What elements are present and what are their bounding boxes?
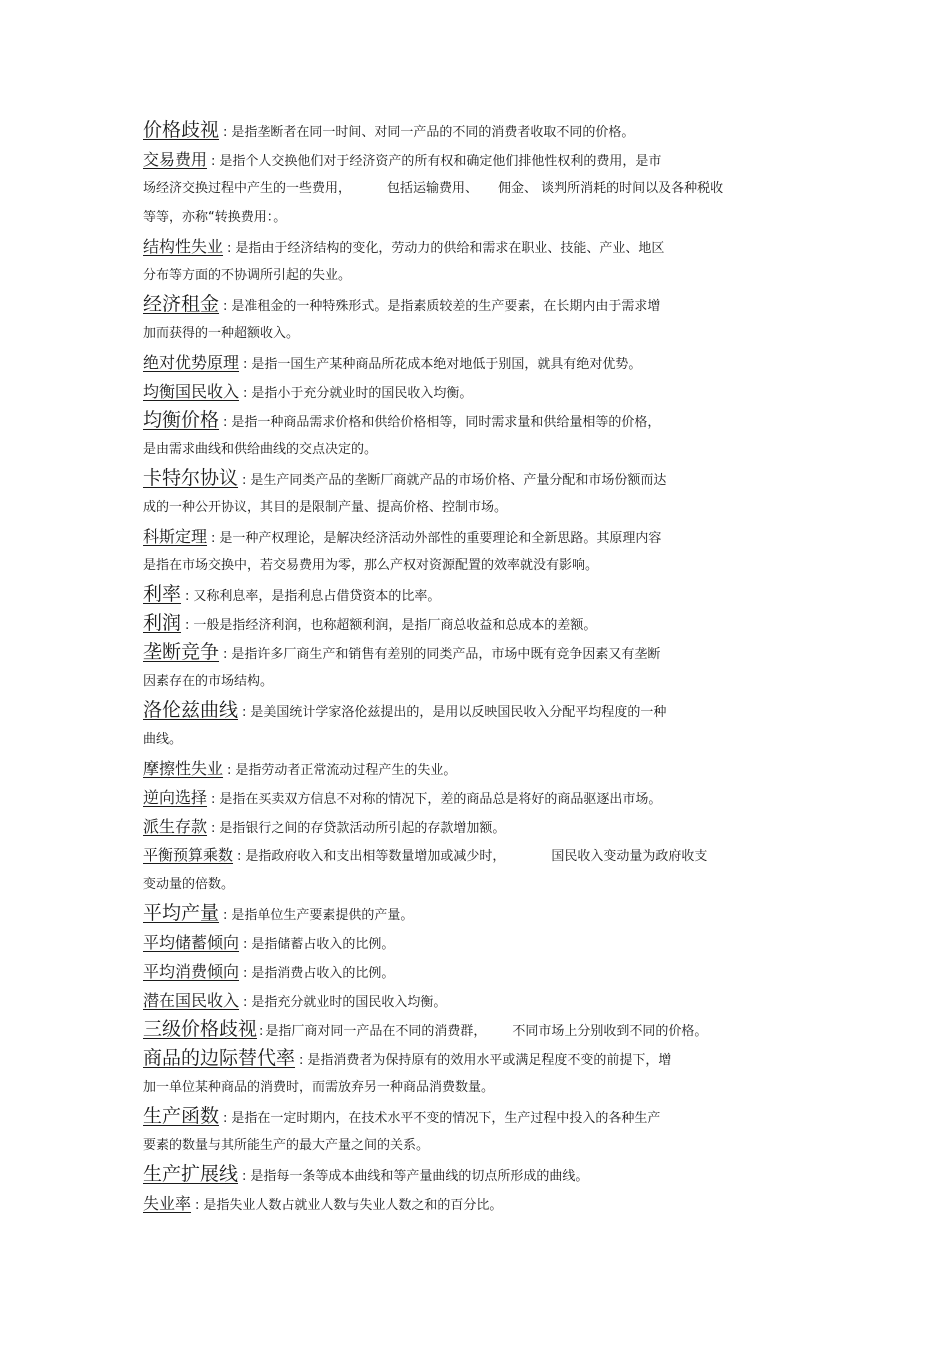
entry-structural-unemployment: 结构性失业 : 是指由于经济结构的变化，劳动力的供给和需求在职业、技能、产业、地区 分布等方面的不协调所引起的失业。: [143, 237, 665, 283]
definition: 是美国统计学家洛伦兹提出的，是用以反映国民收入分配平均程度的一种: [250, 705, 667, 720]
entry-aps: 平均储蓄倾向 : 是指储蓄占收入的比例。: [143, 933, 395, 952]
entry-expansion-path: 生产扩展线 : 是指每一条等成本曲线和等产量曲线的切点所形成的曲线。: [143, 1163, 589, 1185]
definition-cont: 场经济交换过程中产生的一些费用，: [143, 181, 352, 196]
definition: 是指个人交换他们对于经济资产的所有权和确定他们排他性权利的费用，是市: [219, 154, 662, 169]
definition-cont: 不同市场上分别收到不同的价格。: [512, 1024, 708, 1039]
definition: 是指劳动者正常流动过程产生的失业。: [235, 763, 457, 778]
term: 商品的边际替代率: [143, 1047, 296, 1069]
term: 交易费用: [143, 150, 208, 169]
definition: 是指失业人数占就业人数与失业人数之和的百分比。: [203, 1198, 503, 1213]
entry-derivative-deposit: 派生存款 : 是指银行之间的存贷款活动所引起的存款增加额。: [143, 817, 506, 836]
term: 派生存款: [143, 817, 208, 836]
term: 平衡预算乘数: [143, 846, 234, 864]
entry-economic-rent: 经济租金 : 是准租金的一种特殊形式。是指素质较差的生产要素，在长期内由于需求增 加而获得的一种超额收入。: [143, 293, 661, 341]
term: 卡特尔协议: [143, 467, 239, 489]
entry-equilibrium-price: 均衡价格 : 是指一种商品需求价格和供给价格相等，同时需求量和供给量相等的价格， 是由需求曲线和供给曲线的交点决定的。: [143, 409, 661, 457]
entry-interest-rate: 利率 : 又称利息率，是指利息占借贷资本的比率。: [143, 583, 441, 605]
entry-lorenz-curve: 洛伦兹曲线 : 是美国统计学家洛伦兹提出的，是用以反映国民收入分配平均程度的一种 曲线。: [143, 699, 667, 747]
entry-transaction-cost: 交易费用 : 是指个人交换他们对于经济资产的所有权和确定他们排他性权利的费用，是市 场经济交换过程中产生的一些费用， 包括运输费用、 佣金、 谈判所消耗的时间以及各种税收 等等，亦称“转换费用：。: [143, 150, 724, 225]
term: 平均产量: [143, 902, 220, 924]
term: 摩擦性失业: [143, 759, 224, 778]
definition: 是指单位生产要素提供的产量。: [231, 908, 414, 923]
entry-mrs: 商品的边际替代率 : 是指消费者为保持原有的效用水平或满足程度不变的前提下，增 加一单位某种商品的消费时，而需放弃另一种商品消费数量。: [143, 1047, 672, 1095]
term: 平均储蓄倾向: [143, 933, 240, 952]
definition: 是指政府收入和支出相等数量增加或减少时，: [245, 849, 506, 864]
definition: 又称利息率，是指利息占借贷资本的比率。: [193, 589, 441, 604]
entry-apc: 平均消费倾向 : 是指消费占收入的比例。: [143, 962, 395, 981]
definition: 是指在买卖双方信息不对称的情况下，差的商品总是将好的商品驱逐出市场。: [219, 792, 662, 807]
definition-cont: 等等，亦称“转换费用：。: [143, 210, 287, 225]
definition: 是指消费者为保持原有的效用水平或满足程度不变的前提下，增: [307, 1053, 672, 1068]
term: 结构性失业: [143, 237, 224, 256]
term: 生产扩展线: [143, 1163, 239, 1185]
entry-absolute-advantage: 绝对优势原理 : 是指一国生产某种商品所花成本绝对地低于别国，就具有绝对优势。: [143, 353, 642, 372]
definition-cont: 变动量的倍数。: [143, 877, 235, 892]
term: 垄断竞争: [143, 641, 220, 663]
term: 科斯定理: [143, 527, 208, 546]
term: 三级价格歧视: [143, 1018, 258, 1040]
definition: 是指一国生产某种商品所花成本绝对地低于别国，就具有绝对优势。: [251, 357, 642, 372]
definition: 是指由于经济结构的变化，劳动力的供给和需求在职业、技能、产业、地区: [235, 241, 665, 256]
entry-monopolistic-competition: 垄断竞争 : 是指许多厂商生产和销售有差别的同类产品，市场中既有竞争因素又有垄断 因素存在的市场结构。: [143, 641, 661, 689]
term: 失业率: [143, 1194, 192, 1213]
definition: 是指充分就业时的国民收入均衡。: [251, 995, 447, 1010]
term: 均衡价格: [143, 409, 220, 431]
term: 均衡国民收入: [143, 382, 240, 401]
definition: 是指一种商品需求价格和供给价格相等，同时需求量和供给量相等的价格，: [231, 415, 661, 430]
definition: 是指储蓄占收入的比例。: [251, 937, 395, 952]
term: 潜在国民收入: [143, 991, 240, 1010]
entry-equilibrium-income: 均衡国民收入 : 是指小于充分就业时的国民收入均衡。: [143, 382, 473, 401]
definition-cont: 因素存在的市场结构。: [143, 674, 274, 689]
definition-cont: 国民收入变动量为政府收支: [551, 849, 708, 864]
entry-potential-income: 潜在国民收入 : 是指充分就业时的国民收入均衡。: [143, 991, 447, 1010]
definition-cont: 要素的数量与其所能生产的最大产量之间的关系。: [143, 1138, 430, 1153]
term: 经济租金: [143, 293, 220, 315]
entry-cartel: 卡特尔协议 : 是生产同类产品的垄断厂商就产品的市场价格、产量分配和市场份额而达 成的一种公开协议，其目的是限制产量、提高价格、控制市场。: [143, 467, 667, 515]
entry-profit: 利润 : 一般是指经济利润，也称超额利润，是指厂商总收益和总成本的差额。: [143, 612, 597, 634]
definition-cont: 加一单位某种商品的消费时，而需放弃另一种商品消费数量。: [143, 1080, 495, 1095]
definition: 是指垄断者在同一时间、对同一产品的不同的消费者收取不同的价格。: [231, 125, 635, 140]
definition: 是生产同类产品的垄断厂商就产品的市场价格、产量分配和市场份额而达: [250, 473, 667, 488]
entry-price-discrimination: 价格歧视 : 是指垄断者在同一时间、对同一产品的不同的消费者收取不同的价格。: [143, 119, 635, 141]
term: 平均消费倾向: [143, 962, 240, 981]
definition: 是指每一条等成本曲线和等产量曲线的切点所形成的曲线。: [250, 1169, 589, 1184]
definition-cont: 是指在市场交换中，若交易费用为零，那么产权对资源配置的效率就没有影响。: [143, 558, 599, 573]
entry-average-product: 平均产量 : 是指单位生产要素提供的产量。: [143, 902, 414, 924]
term: 价格歧视: [143, 119, 220, 141]
definition: 是准租金的一种特殊形式。是指素质较差的生产要素，在长期内由于需求增: [231, 299, 661, 314]
term: 绝对优势原理: [143, 353, 240, 372]
definition-cont: 佣金、 谈判所消耗的时间以及各种税收: [498, 181, 724, 196]
definition: 是指厂商对同一产品在不同的消费群，: [265, 1024, 487, 1039]
definition: 是指银行之间的存贷款活动所引起的存款增加额。: [219, 821, 506, 836]
document-body: [143, 116, 793, 1218]
term: 逆向选择: [143, 788, 208, 807]
entry-production-function: 生产函数 : 是指在一定时期内，在技术水平不变的情况下，生产过程中投入的各种生产 要素的数量与其所能生产的最大产量之间的关系。: [143, 1105, 661, 1153]
entry-third-degree-discrimination: 三级价格歧视 : 是指厂商对同一产品在不同的消费群， 不同市场上分别收到不同的价格。: [143, 1018, 708, 1040]
definition: 是指许多厂商生产和销售有差别的同类产品，市场中既有竞争因素又有垄断: [231, 647, 661, 662]
definition-cont: 是由需求曲线和供给曲线的交点决定的。: [143, 442, 378, 457]
entry-balanced-budget-multiplier: 平衡预算乘数 : 是指政府收入和支出相等数量增加或减少时， 国民收入变动量为政府收支 变动量的倍数。: [143, 846, 708, 892]
definition-cont: 成的一种公开协议，其目的是限制产量、提高价格、控制市场。: [143, 500, 508, 515]
definition: 是指在一定时期内，在技术水平不变的情况下，生产过程中投入的各种生产: [231, 1111, 661, 1126]
term: 洛伦兹曲线: [143, 699, 239, 721]
entry-adverse-selection: 逆向选择 : 是指在买卖双方信息不对称的情况下，差的商品总是将好的商品驱逐出市场。: [143, 788, 662, 807]
term: 利润: [143, 612, 182, 634]
definition-cont: 分布等方面的不协调所引起的失业。: [143, 268, 352, 283]
definition-cont: 曲线。: [143, 732, 183, 747]
definition-cont: 加而获得的一种超额收入。: [143, 326, 300, 341]
entry-coase-theorem: 科斯定理 : 是一种产权理论，是解决经济活动外部性的重要理论和全新思路。其原理内容 是指在市场交换中，若交易费用为零，那么产权对资源配置的效率就没有影响。: [143, 527, 662, 573]
entry-unemployment-rate: 失业率 : 是指失业人数占就业人数与失业人数之和的百分比。: [143, 1194, 503, 1213]
term: 利率: [143, 583, 182, 605]
definition-cont: 包括运输费用、: [387, 181, 479, 196]
entry-frictional-unemployment: 摩擦性失业 : 是指劳动者正常流动过程产生的失业。: [143, 759, 457, 778]
term: 生产函数: [143, 1105, 220, 1127]
definition: 是一种产权理论，是解决经济活动外部性的重要理论和全新思路。其原理内容: [219, 531, 662, 546]
definition: 是指小于充分就业时的国民收入均衡。: [251, 386, 473, 401]
definition: 是指消费占收入的比例。: [251, 966, 395, 981]
definition: 一般是指经济利润，也称超额利润，是指厂商总收益和总成本的差额。: [193, 618, 597, 633]
